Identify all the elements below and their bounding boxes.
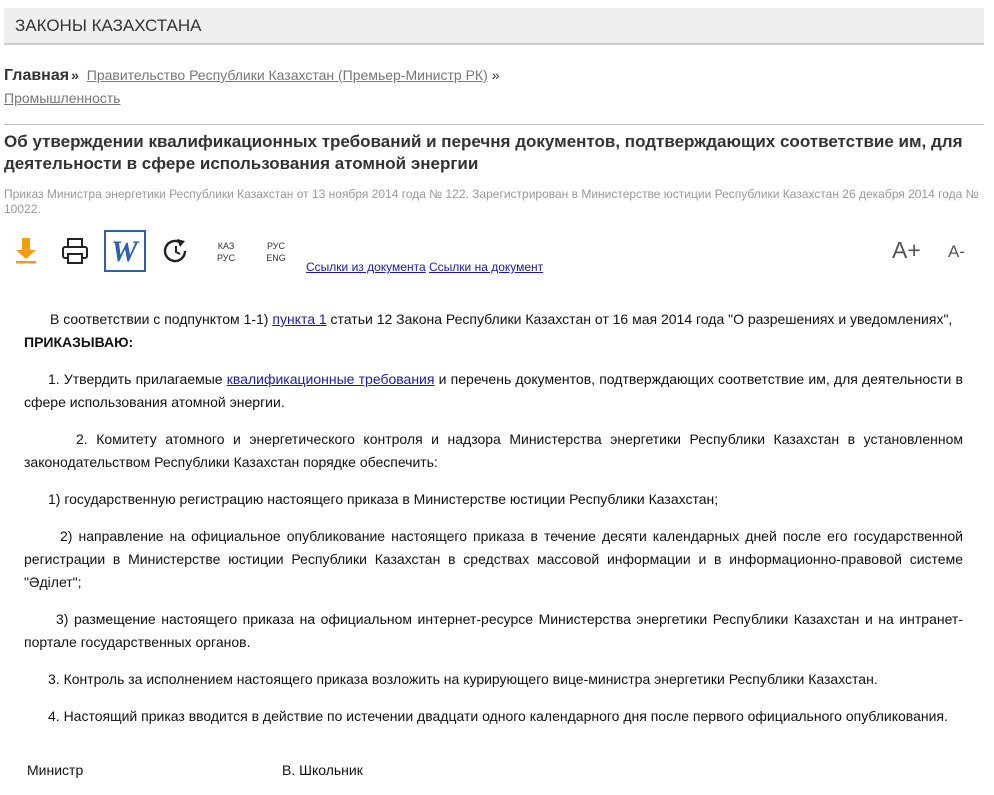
- history-icon[interactable]: [161, 236, 191, 266]
- paragraph: [24, 368, 963, 414]
- paragraph: 1) государственную регистрацию настоящего приказа в Министерстве юстиции Республики Казахстан;: [48, 491, 719, 507]
- site-header: [4, 8, 984, 45]
- breadcrumb-separator: »: [71, 67, 79, 83]
- document-body: [24, 308, 963, 742]
- text: 1. Утвердить прилагаемые: [48, 371, 227, 387]
- document-links: [306, 260, 543, 274]
- breadcrumb-government-link[interactable]: Правительство Республики Казахстан (Премьер-Министр РК): [86, 67, 488, 83]
- lang-kaz-button[interactable]: [215, 240, 237, 264]
- paragraph: 2. Комитету атомного и энергетического контроля и надзора Министерства энергетики Республики Казахстан в установленном законодательством Республики Казахстан порядке обеспечить:: [24, 431, 963, 470]
- word-icon[interactable]: [104, 230, 146, 272]
- text: статьи 12 Закона Республики Казахстан от 16 мая 2014 года "О разрешениях и уведомлениях",: [326, 311, 953, 327]
- download-icon[interactable]: [14, 237, 38, 265]
- breadcrumb: [4, 64, 984, 109]
- paragraph: [24, 308, 963, 354]
- document-meta: Приказ Министра энергетики Республики Казахстан от 13 ноября 2014 года № 122. Зарегистрирован в Министерстве юстиции Республики Казахстан 26 декабря 2014 года № 10022.: [4, 187, 979, 216]
- breadcrumb-industry-link[interactable]: Промышленность: [4, 90, 121, 106]
- font-decrease-button[interactable]: A-: [948, 242, 965, 261]
- qualification-requirements-link[interactable]: квалификационные требования: [226, 371, 435, 387]
- paragraph: 3) размещение настоящего приказа на официальном интернет-ресурсе Министерства энергетики Республики Казахстан и на интранет-портале государственных органов.: [24, 611, 963, 650]
- site-title[interactable]: ЗАКОНЫ КАЗАХСТАНА: [15, 16, 202, 35]
- text: В соответствии с подпунктом 1-1): [50, 311, 273, 327]
- text: и перечень документов, подтверждающих соответствие им, для деятельности в сфере использования атомной энергии.: [24, 371, 963, 410]
- lang-rus-button[interactable]: [263, 240, 289, 264]
- lang-kaz-top: КАЗ: [217, 241, 235, 251]
- lang-rus-bottom: ENG: [266, 253, 286, 263]
- links-from-document[interactable]: Ссылки из документа: [306, 260, 426, 274]
- paragraph: 4. Настоящий приказ вводится в действие по истечении двадцати одного календарного дня после первого официального опубликования.: [48, 708, 948, 724]
- lang-rus-top: РУС: [266, 241, 286, 251]
- font-increase-button[interactable]: A+: [892, 237, 921, 263]
- signature-name: В. Школьник: [282, 762, 363, 778]
- signature-position: Министр: [27, 762, 84, 778]
- word-letter: W: [111, 235, 138, 268]
- point-1-link[interactable]: пункта 1: [272, 311, 327, 327]
- paragraph: 3. Контроль за исполнением настоящего приказа возложить на курирующего вице-министра энергетики Республики Казахстан.: [48, 671, 878, 687]
- paragraph: 2) направление на официальное опубликование настоящего приказа в течение десяти календарных дней после его государственной регистрации в Министерстве юстиции Республики Казахстан в средствах массовой информации и в информационно-правовой системе "Әділет";: [24, 528, 963, 590]
- lang-kaz-bottom: РУС: [216, 253, 236, 263]
- breadcrumb-separator: »: [491, 67, 500, 83]
- print-icon[interactable]: [60, 236, 90, 266]
- divider: [4, 124, 984, 125]
- page-title: Об утверждении квалификационных требований и перечня документов, подтверждающих соответствие им, для деятельности в сфере использования атомной энергии: [4, 132, 963, 173]
- order-word: ПРИКАЗЫВАЮ:: [24, 334, 134, 350]
- breadcrumb-home[interactable]: Главная: [4, 67, 70, 84]
- links-to-document[interactable]: Ссылки на документ: [428, 260, 544, 274]
